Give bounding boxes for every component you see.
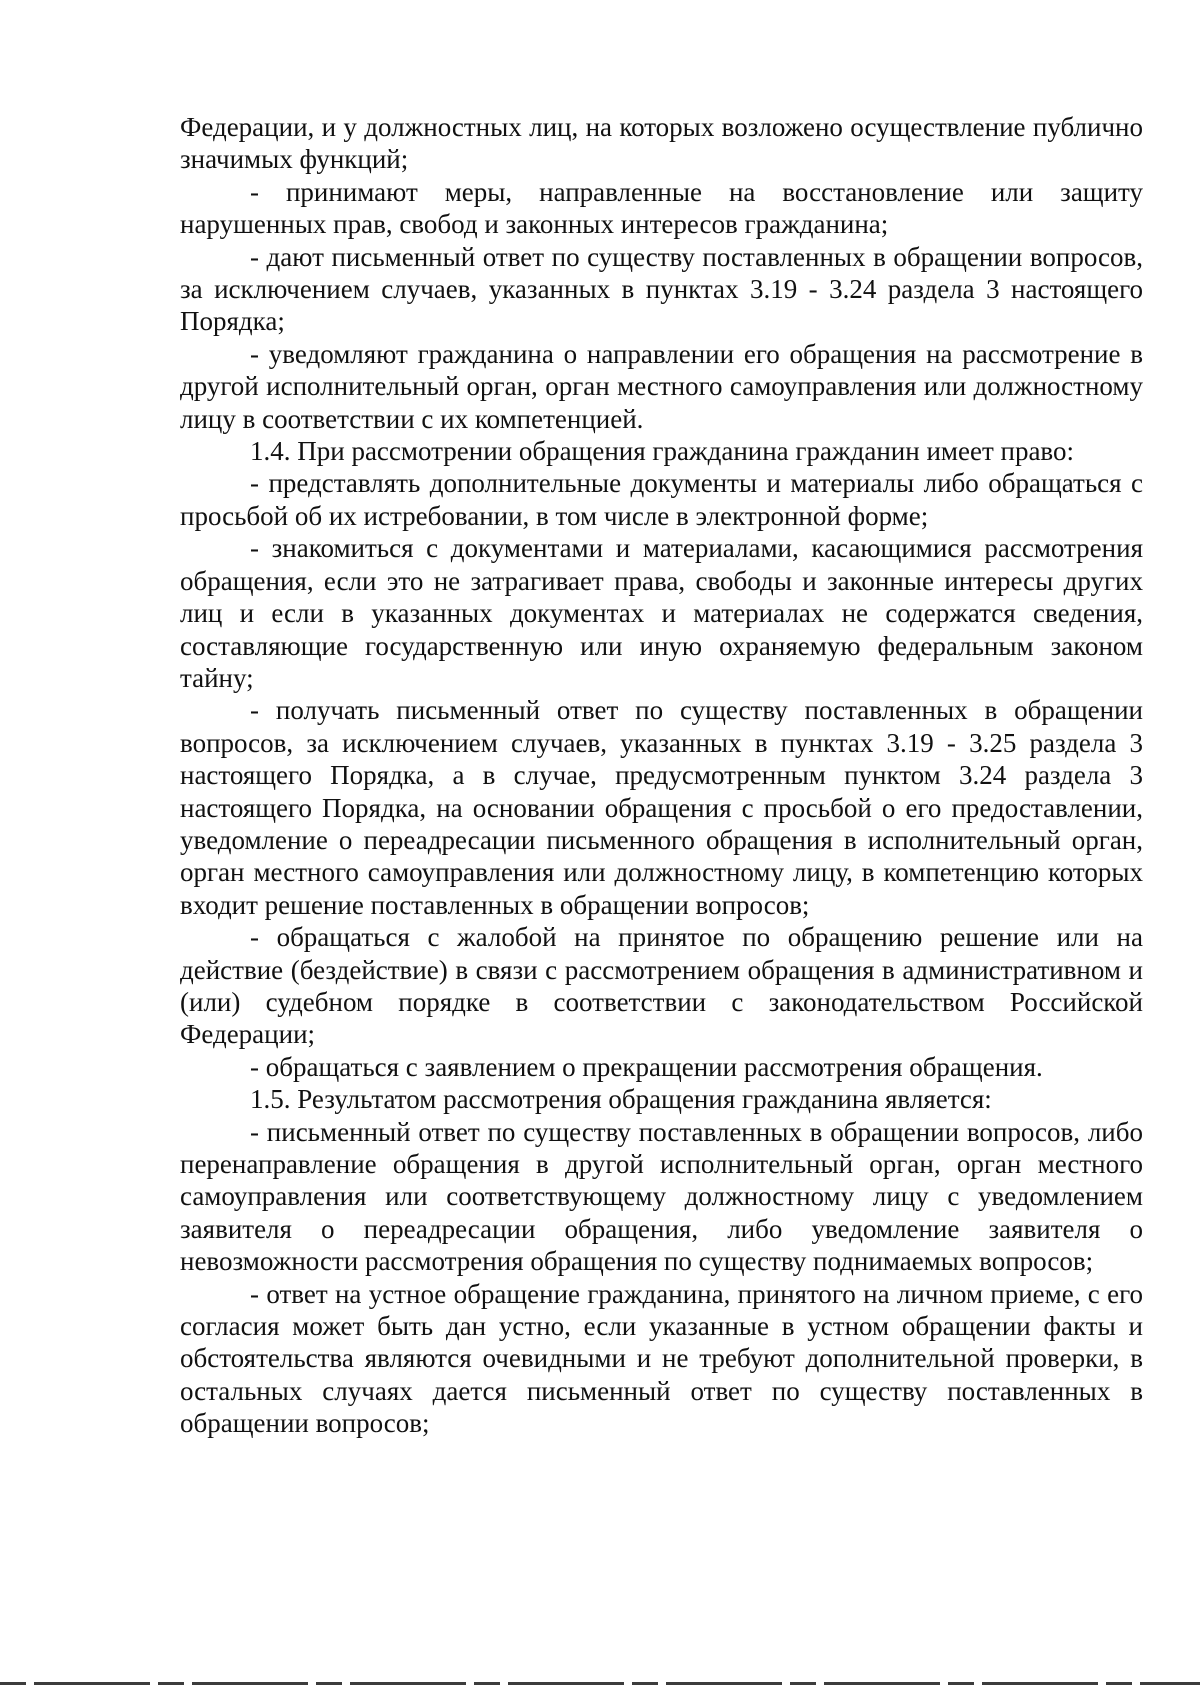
paragraph: - ответ на устное обращение гражданина, принятого на личном приеме, с его согласия может быть дан устно, если указанные в устном обращении факты и обстоятельства являются очевидными и не требуют дополнительной проверки, в остальных случаях дается письменный ответ по существу поставленных в обращении вопросов; [180, 1278, 1143, 1439]
scan-edge-artifact [0, 1682, 1200, 1685]
paragraph: - знакомиться с документами и материалами, касающимися рассмотрения обращения, если это не затрагивает права, свободы и законные интересы других лиц и если в указанных документах и материалах не содержатся сведения, составляющие государственную или иную охраняемую федеральным законом тайну; [180, 533, 1143, 693]
paragraph-heading-1-4: 1.4. При рассмотрении обращения гражданина гражданин имеет право: [250, 436, 1075, 467]
paragraph: - обращаться с жалобой на принятое по обращению решение или на действие (бездействие) в связи с рассмотрением обращения в административном и (или) судебном порядке в соответствии с законодательством Российской Федерации; [180, 922, 1143, 1050]
paragraph: - обращаться с заявлением о прекращении рассмотрения обращения. [250, 1051, 1043, 1082]
paragraph: - принимают меры, направленные на восстановление или защиту нарушенных прав, свобод и законных интересов гражданина; [180, 176, 1143, 240]
paragraph: - получать письменный ответ по существу поставленных в обращении вопросов, за исключением случаев, указанных в пунктах 3.19 - 3.25 раздела 3 настоящего Порядка, а в случае, предусмотренным пунктом 3.24 раздела 3 настоящего Порядка, на основании обращения с просьбой о его предоставлении, уведомление о переадресации письменного обращения в исполнительный орган, орган местного самоуправления или должностному лицу, в компетенцию которых входит решение поставленных в обращении вопросов; [180, 695, 1143, 920]
paragraph: - уведомляют гражданина о направлении его обращения на рассмотрение в другой исполнительный орган, орган местного самоуправления или должностному лицу в соответствии с их компетенцией. [180, 338, 1143, 434]
paragraph-heading-1-5: 1.5. Результатом рассмотрения обращения гражданина является: [250, 1084, 992, 1115]
document-body [180, 111, 1143, 1440]
paragraph: - письменный ответ по существу поставленных в обращении вопросов, либо перенаправление обращения в другой исполнительный орган, орган местного самоуправления или соответствующему должностному лицу с уведомлением заявителя о переадресации обращения, либо уведомление заявителя о невозможности рассмотрения обращения по существу поднимаемых вопросов; [180, 1116, 1143, 1277]
paragraph: - представлять дополнительные документы и материалы либо обращаться с просьбой об их истребовании, в том числе в электронной форме; [180, 468, 1143, 531]
paragraph: Федерации, и у должностных лиц, на которых возложено осуществление публично значимых функций; [180, 112, 1143, 175]
paragraph: - дают письменный ответ по существу поставленных в обращении вопросов, за исключением случаев, указанных в пунктах 3.19 - 3.24 раздела 3 настоящего Порядка; [180, 241, 1143, 337]
